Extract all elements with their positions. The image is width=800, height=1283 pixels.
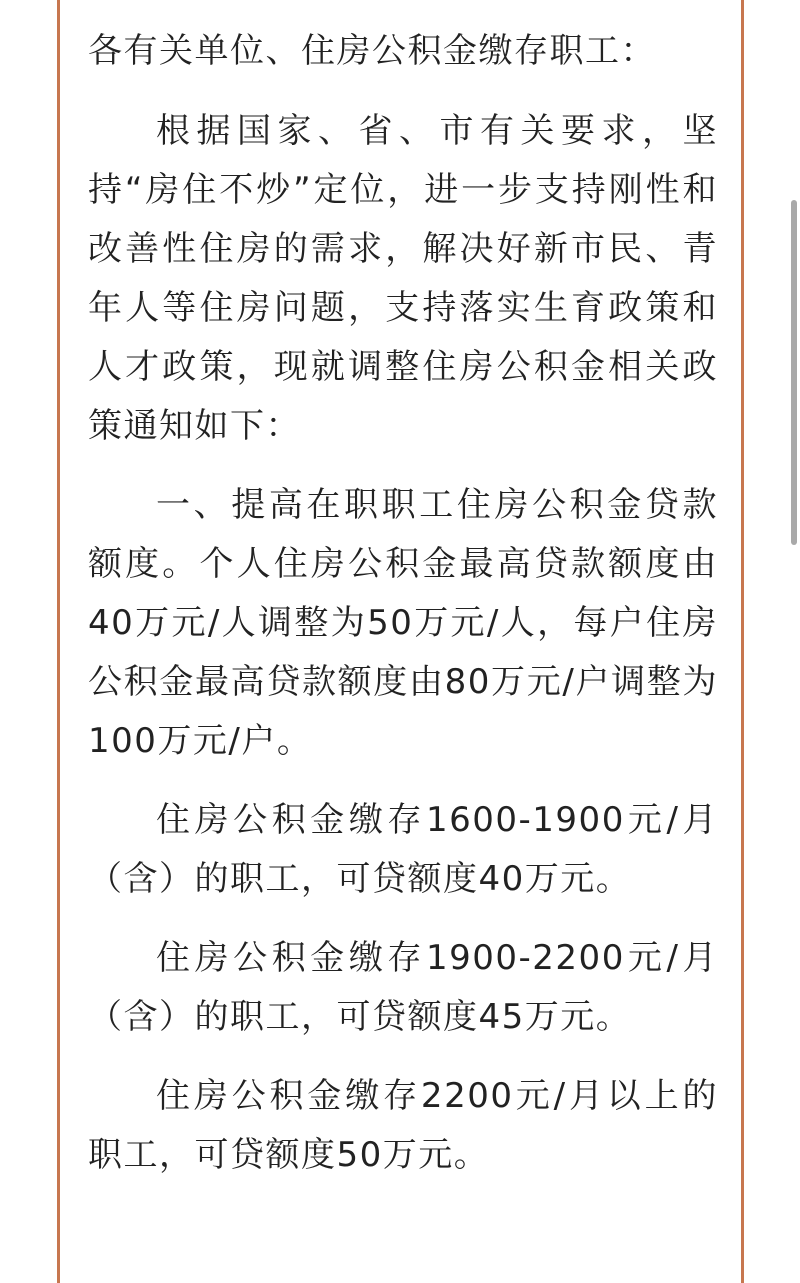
frame-border-left (57, 0, 60, 1283)
vertical-scrollbar[interactable] (791, 200, 797, 545)
tier-1-paragraph: 住房公积金缴存1600-1900元/月（含）的职工，可贷额度40万元。 (88, 800, 718, 899)
greeting-line: 各有关单位、住房公积金缴存职工： (88, 31, 656, 71)
notice-body (88, 22, 718, 1205)
tier-3-paragraph: 住房公积金缴存2200元/月以上的职工，可贷额度50万元。 (88, 1076, 718, 1175)
frame-border-right (741, 0, 744, 1283)
tier-2-paragraph: 住房公积金缴存1900-2200元/月（含）的职工，可贷额度45万元。 (88, 938, 718, 1037)
policy-item-1-paragraph: 一、提高在职职工住房公积金贷款额度。个人住房公积金最高贷款额度由40万元/人调整为50万元/人，每户住房公积金最高贷款额度由80万元/户调整为100万元/户。 (88, 485, 718, 761)
intro-paragraph: 根据国家、省、市有关要求，坚持“房住不炒”定位，进一步支持刚性和改善性住房的需求，解决好新市民、青年人等住房问题，支持落实生育政策和人才政策，现就调整住房公积金相关政策通知如下： (88, 111, 718, 446)
